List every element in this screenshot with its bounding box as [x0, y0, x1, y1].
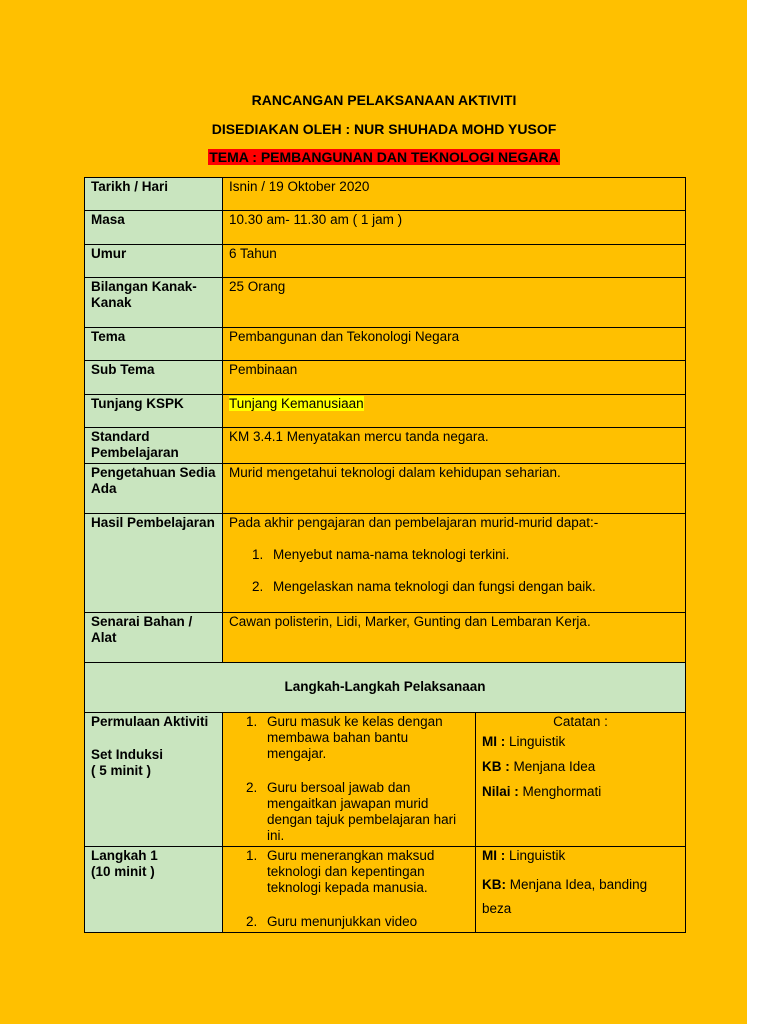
lesson-plan-table	[84, 177, 686, 933]
tunjang-highlight: Tunjang Kemanusiaan	[229, 396, 364, 411]
list-item: 1. Menyebut nama-nama teknologi terkini.	[267, 547, 679, 563]
note-kb	[482, 759, 679, 775]
table-row	[85, 328, 686, 361]
note-key: KB :	[482, 759, 510, 774]
permulaan-label: Permulaan Aktiviti	[91, 714, 209, 729]
row-label: Sub Tema	[85, 361, 223, 395]
table-row	[85, 395, 686, 428]
row-value	[223, 395, 686, 428]
theme-highlight: TEMA : PEMBANGUNAN DAN TEKNOLOGI NEGARA	[209, 149, 559, 165]
row-value	[223, 514, 686, 613]
permulaan-steps	[229, 714, 469, 844]
note-key: MI :	[482, 848, 506, 863]
table-row	[85, 847, 686, 933]
table-row	[85, 361, 686, 395]
table-row	[85, 713, 686, 847]
section-banner: Langkah-Langkah Pelaksanaan	[85, 663, 686, 713]
notes-title: Catatan :	[553, 714, 608, 729]
table-row	[85, 464, 686, 514]
note-value: Menjana Idea, banding beza	[482, 877, 648, 916]
list-item: 1. Guru menerangkan maksud teknologi dan kepentingan teknologi kepada manusia.	[261, 848, 469, 896]
row-label: Tarikh / Hari	[85, 178, 223, 211]
row-label: Umur	[85, 245, 223, 278]
list-item: 1. Guru masuk ke kelas dengan membawa bahan bantu mengajar.	[261, 714, 469, 762]
note-key: KB:	[482, 877, 506, 892]
row-value: 10.30 am- 11.30 am ( 1 jam )	[223, 211, 686, 245]
table-row	[85, 178, 686, 211]
row-value: Pembinaan	[223, 361, 686, 395]
row-value: 25 Orang	[223, 278, 686, 328]
row-value: Murid mengetahui teknologi dalam kehidupan seharian.	[223, 464, 686, 514]
note-value: Menghormati	[518, 784, 602, 799]
row-label: Pengetahuan Sedia Ada	[85, 464, 223, 514]
steps-cell	[223, 847, 476, 933]
row-label: Standard Pembelajaran	[85, 428, 223, 464]
row-label: Masa	[85, 211, 223, 245]
row-value: Pembangunan dan Tekonologi Negara	[223, 328, 686, 361]
steps-cell	[223, 713, 476, 847]
row-label: Tunjang KSPK	[85, 395, 223, 428]
note-kb	[482, 873, 679, 921]
row-label	[85, 713, 223, 847]
note-value: Menjana Idea	[509, 759, 596, 774]
row-value: Isnin / 19 Oktober 2020	[223, 178, 686, 211]
note-nilai	[482, 784, 679, 800]
table-row	[85, 278, 686, 328]
note-value: Linguistik	[505, 734, 566, 749]
note-key: Nilai :	[482, 784, 519, 799]
note-mi	[482, 734, 679, 750]
table-row	[85, 428, 686, 464]
row-value: Cawan polisterin, Lidi, Marker, Gunting dan Lembaran Kerja.	[223, 613, 686, 663]
document-title: RANCANGAN PELAKSANAAN AKTIVITI	[251, 92, 517, 108]
note-mi	[482, 848, 679, 864]
note-key: MI :	[482, 734, 506, 749]
row-value: KM 3.4.1 Menyatakan mercu tanda negara.	[223, 428, 686, 464]
langkah1-steps	[229, 848, 469, 930]
set-induksi-label: Set Induksi	[91, 747, 164, 762]
langkah1-label: Langkah 1	[91, 848, 158, 863]
notes-cell	[476, 847, 686, 933]
list-item: 2. Guru bersoal jawab dan mengaitkan jawapan murid dengan tajuk pembelajaran hari ini.	[261, 780, 469, 844]
list-item: 2. Guru menunjukkan video	[261, 914, 469, 930]
note-value: Linguistik	[505, 848, 566, 863]
table-row	[85, 514, 686, 613]
row-label: Senarai Bahan / Alat	[85, 613, 223, 663]
author-line: DISEDIAKAN OLEH : NUR SHUHADA MOHD YUSOF	[211, 121, 557, 137]
notes-cell	[476, 713, 686, 847]
hasil-list	[229, 547, 679, 595]
row-value: 6 Tahun	[223, 245, 686, 278]
row-label	[85, 847, 223, 933]
table-row	[85, 211, 686, 245]
table-row	[85, 613, 686, 663]
row-label: Bilangan Kanak-Kanak	[85, 278, 223, 328]
row-label: Tema	[85, 328, 223, 361]
table-row	[85, 663, 686, 713]
theme-line	[0, 149, 768, 165]
table-row	[85, 245, 686, 278]
permulaan-duration: ( 5 minit )	[91, 763, 151, 778]
hasil-intro: Pada akhir pengajaran dan pembelajaran murid-murid dapat:-	[229, 515, 599, 530]
langkah1-duration: (10 minit )	[91, 864, 155, 879]
list-item: 2. Mengelaskan nama teknologi dan fungsi dengan baik.	[267, 579, 679, 595]
row-label: Hasil Pembelajaran	[85, 514, 223, 613]
